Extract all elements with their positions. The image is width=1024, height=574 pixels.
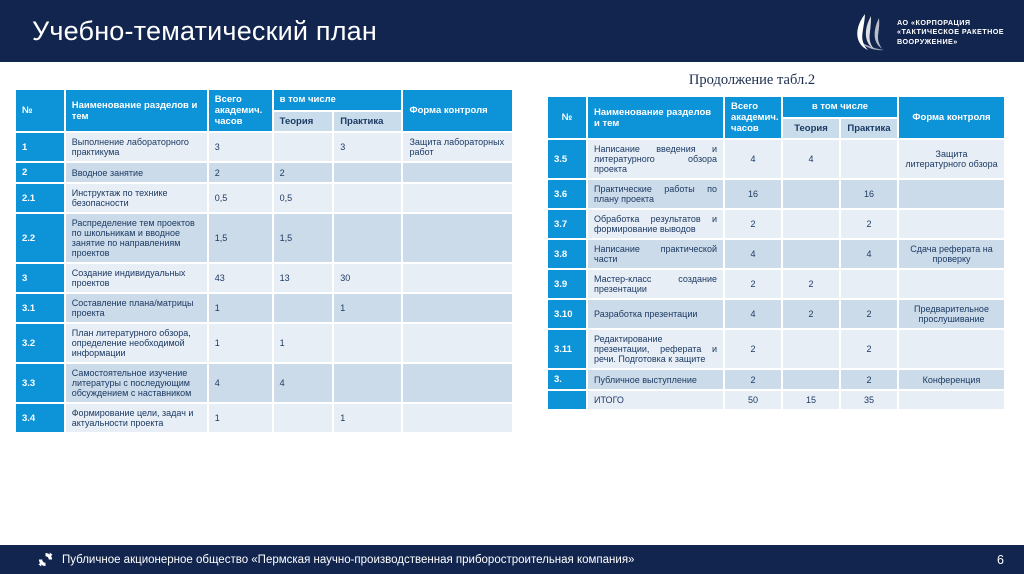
row-name-cell: Распределение тем проектов по школьникам и вводное занятие по направлениям проектов	[66, 214, 207, 262]
row-name-cell: План литературного обзора, определение необходимой информации	[66, 324, 207, 362]
row-number-cell: 3.2	[16, 324, 64, 362]
table-row	[16, 214, 512, 262]
table-row	[16, 264, 512, 292]
row-total-hours-cell: 43	[209, 264, 272, 292]
col-header-form: Форма контроля	[403, 90, 512, 131]
row-number-cell: 3.8	[548, 240, 586, 268]
row-number-cell: 2.2	[16, 214, 64, 262]
row-name-cell: Редактирование презентации, реферата и речи. Подготовка к защите	[588, 330, 723, 368]
row-total-hours-cell: 2	[725, 370, 781, 389]
row-number-cell: 3.1	[16, 294, 64, 322]
row-theory-hours-cell: 0,5	[274, 184, 333, 212]
slide-header	[0, 0, 1024, 62]
row-name-cell: Разработка презентации	[588, 300, 723, 328]
row-control-form-cell	[403, 163, 512, 182]
row-theory-hours-cell: 2	[783, 270, 839, 298]
table-row	[548, 140, 1004, 178]
row-practice-hours-cell: 2	[841, 210, 897, 238]
row-practice-hours-cell: 1	[334, 294, 401, 322]
row-name-cell: Написание введения и литературного обзора проекта	[588, 140, 723, 178]
table-row	[16, 163, 512, 182]
row-number-cell: 3	[16, 264, 64, 292]
row-name-cell: Вводное занятие	[66, 163, 207, 182]
row-total-hours-cell: 0,5	[209, 184, 272, 212]
left-table-container	[14, 88, 514, 434]
row-control-form-cell	[403, 264, 512, 292]
footer-company-name: Публичное акционерное общество «Пермская научно-производственная приборостроительная компания»	[62, 553, 635, 566]
row-name-cell: ИТОГО	[588, 391, 723, 409]
col-header-group: в том числе	[274, 90, 402, 110]
row-total-hours-cell: 2	[725, 270, 781, 298]
row-practice-hours-cell: 30	[334, 264, 401, 292]
header-row-1	[16, 90, 512, 110]
row-control-form-cell: Защита литературного обзора	[899, 140, 1004, 178]
row-control-form-cell	[899, 180, 1004, 208]
row-number-cell: 1	[16, 133, 64, 161]
row-practice-hours-cell	[841, 270, 897, 298]
row-control-form-cell	[403, 324, 512, 362]
swoosh-logo-icon	[854, 12, 888, 52]
col-header-no: №	[16, 90, 64, 131]
table-row	[548, 300, 1004, 328]
row-name-cell: Составление плана/матрицы проекта	[66, 294, 207, 322]
row-practice-hours-cell	[841, 140, 897, 178]
brand-line-2: «ТАКТИЧЕСКОЕ РАКЕТНОЕ	[897, 27, 1004, 37]
brand-text	[897, 18, 1004, 46]
col-header-total: Всего академич. часов	[209, 90, 272, 131]
header-row-1	[548, 97, 1004, 117]
row-number-cell: 2.1	[16, 184, 64, 212]
row-control-form-cell: Конференция	[899, 370, 1004, 389]
row-theory-hours-cell: 15	[783, 391, 839, 409]
row-total-hours-cell: 1,5	[209, 214, 272, 262]
row-name-cell: Публичное выступление	[588, 370, 723, 389]
row-practice-hours-cell: 4	[841, 240, 897, 268]
row-total-hours-cell: 1	[209, 294, 272, 322]
row-total-hours-cell: 2	[725, 330, 781, 368]
row-number-cell: 3.4	[16, 404, 64, 432]
row-practice-hours-cell: 2	[841, 330, 897, 368]
table-header	[548, 97, 1004, 138]
row-control-form-cell	[403, 404, 512, 432]
col-header-form: Форма контроля	[899, 97, 1004, 138]
row-total-hours-cell: 4	[725, 140, 781, 178]
row-total-hours-cell: 1	[209, 404, 272, 432]
table-header	[16, 90, 512, 131]
row-theory-hours-cell: 1	[274, 324, 333, 362]
table-row	[548, 330, 1004, 368]
row-practice-hours-cell	[334, 184, 401, 212]
row-control-form-cell: Предварительное прослушивание	[899, 300, 1004, 328]
col-header-practice: Практика	[841, 119, 897, 139]
row-name-cell: Мастер-класс создание презентации	[588, 270, 723, 298]
curriculum-table-part1	[14, 88, 514, 434]
row-number-cell: 3.	[548, 370, 586, 389]
row-name-cell: Выполнение лабораторного практикума	[66, 133, 207, 161]
curriculum-table-part2	[546, 95, 1006, 411]
row-theory-hours-cell: 4	[783, 140, 839, 178]
row-practice-hours-cell: 2	[841, 370, 897, 389]
table-body	[548, 140, 1004, 409]
row-total-hours-cell: 4	[725, 300, 781, 328]
table-row	[16, 184, 512, 212]
row-total-hours-cell: 3	[209, 133, 272, 161]
col-header-no: №	[548, 97, 586, 138]
row-control-form-cell	[403, 364, 512, 402]
row-practice-hours-cell	[334, 214, 401, 262]
row-theory-hours-cell: 2	[783, 300, 839, 328]
row-name-cell: Обработка результатов и формирование выводов	[588, 210, 723, 238]
row-theory-hours-cell	[783, 370, 839, 389]
right-table-container	[546, 72, 1006, 411]
row-control-form-cell	[403, 294, 512, 322]
table-row	[548, 180, 1004, 208]
row-theory-hours-cell: 4	[274, 364, 333, 402]
table-row	[16, 133, 512, 161]
row-control-form-cell	[403, 214, 512, 262]
table-row	[548, 370, 1004, 389]
row-theory-hours-cell	[783, 210, 839, 238]
row-practice-hours-cell	[334, 324, 401, 362]
row-control-form-cell	[403, 184, 512, 212]
row-practice-hours-cell: 16	[841, 180, 897, 208]
row-total-hours-cell: 4	[209, 364, 272, 402]
page-number: 6	[997, 552, 1004, 567]
row-total-hours-cell: 50	[725, 391, 781, 409]
brand-line-3: ВООРУЖЕНИЕ»	[897, 36, 958, 46]
row-name-cell: Формирование цели, задач и актуальности проекта	[66, 404, 207, 432]
row-control-form-cell: Защита лабораторных работ	[403, 133, 512, 161]
row-control-form-cell	[899, 330, 1004, 368]
row-number-cell: 3.6	[548, 180, 586, 208]
row-number-cell: 3.9	[548, 270, 586, 298]
refresh-circle-icon	[38, 552, 53, 567]
col-header-name: Наименование разделов и тем	[588, 97, 723, 138]
table-row	[548, 391, 1004, 409]
corporate-logo	[854, 12, 1004, 52]
brand-line-1: АО «КОРПОРАЦИЯ	[897, 17, 971, 27]
row-practice-hours-cell: 3	[334, 133, 401, 161]
row-theory-hours-cell	[274, 133, 333, 161]
page-title: Учебно-тематический план	[32, 15, 377, 46]
row-name-cell: Практические работы по плану проекта	[588, 180, 723, 208]
row-control-form-cell	[899, 391, 1004, 409]
row-total-hours-cell: 2	[209, 163, 272, 182]
row-practice-hours-cell: 1	[334, 404, 401, 432]
slide-footer	[0, 545, 1024, 574]
table-row	[548, 270, 1004, 298]
row-control-form-cell: Сдача реферата на проверку	[899, 240, 1004, 268]
table-row	[548, 240, 1004, 268]
row-practice-hours-cell: 2	[841, 300, 897, 328]
col-header-theory: Теория	[783, 119, 839, 139]
col-header-total: Всего академич. часов	[725, 97, 781, 138]
col-header-practice: Практика	[334, 112, 401, 132]
row-total-hours-cell: 1	[209, 324, 272, 362]
row-number-cell	[548, 391, 586, 409]
row-number-cell: 3.3	[16, 364, 64, 402]
table-body	[16, 133, 512, 432]
row-number-cell: 2	[16, 163, 64, 182]
col-header-group: в том числе	[783, 97, 897, 117]
row-theory-hours-cell	[783, 330, 839, 368]
row-theory-hours-cell	[274, 404, 333, 432]
row-theory-hours-cell	[783, 180, 839, 208]
col-header-theory: Теория	[274, 112, 333, 132]
row-number-cell: 3.11	[548, 330, 586, 368]
row-number-cell: 3.7	[548, 210, 586, 238]
table-row	[16, 364, 512, 402]
row-theory-hours-cell	[783, 240, 839, 268]
continuation-caption: Продолжение табл.2	[688, 72, 816, 88]
row-theory-hours-cell: 1,5	[274, 214, 333, 262]
table-row	[16, 294, 512, 322]
row-control-form-cell	[899, 210, 1004, 238]
row-practice-hours-cell	[334, 364, 401, 402]
row-name-cell: Написание практической части	[588, 240, 723, 268]
row-total-hours-cell: 4	[725, 240, 781, 268]
table-row	[548, 210, 1004, 238]
row-total-hours-cell: 16	[725, 180, 781, 208]
row-control-form-cell	[899, 270, 1004, 298]
row-theory-hours-cell: 2	[274, 163, 333, 182]
table-row	[16, 324, 512, 362]
row-practice-hours-cell: 35	[841, 391, 897, 409]
row-theory-hours-cell	[274, 294, 333, 322]
row-name-cell: Самостоятельное изучение литературы с последующим обсуждением с наставником	[66, 364, 207, 402]
col-header-name: Наименование разделов и тем	[66, 90, 207, 131]
table-row	[16, 404, 512, 432]
row-name-cell: Создание индивидуальных проектов	[66, 264, 207, 292]
row-name-cell: Инструктаж по технике безопасности	[66, 184, 207, 212]
row-theory-hours-cell: 13	[274, 264, 333, 292]
row-practice-hours-cell	[334, 163, 401, 182]
row-number-cell: 3.10	[548, 300, 586, 328]
row-total-hours-cell: 2	[725, 210, 781, 238]
row-number-cell: 3.5	[548, 140, 586, 178]
